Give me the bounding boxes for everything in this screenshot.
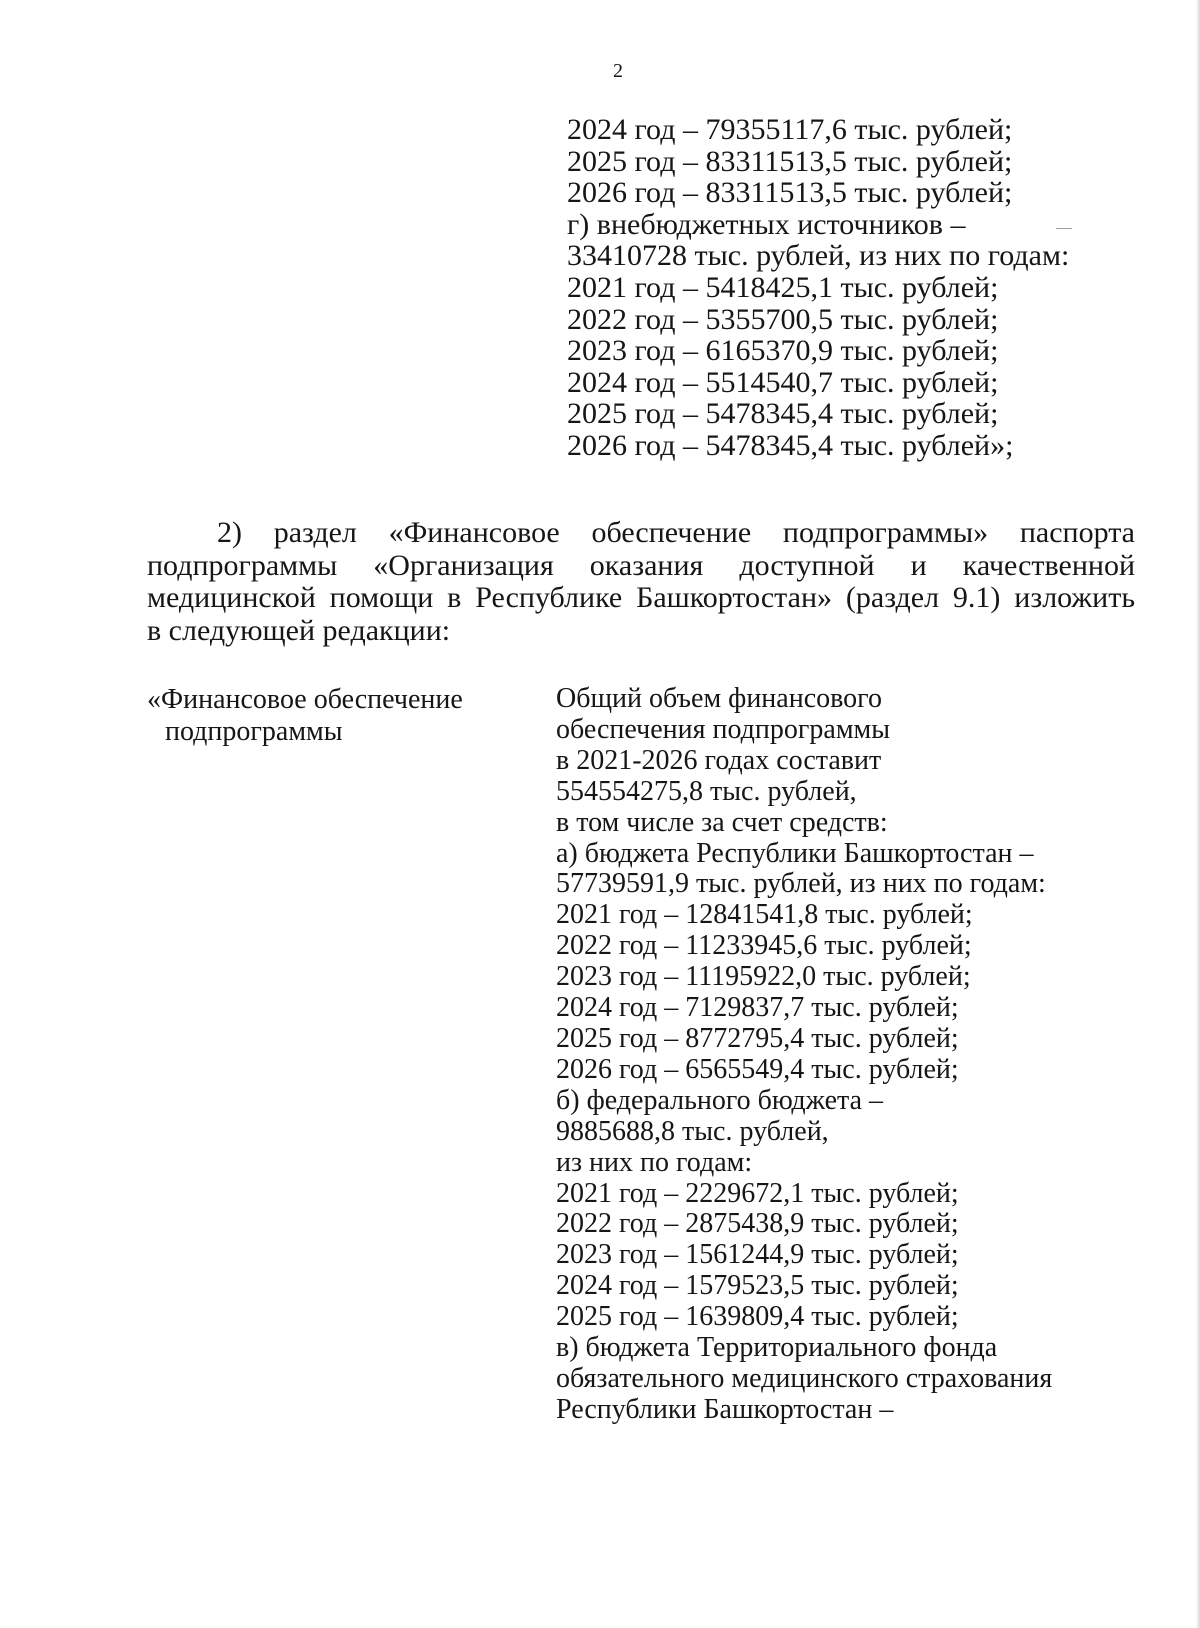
section-title-continued: подпрограммы xyxy=(165,716,343,747)
text-line: 2023 год – 1561244,9 тыс. рублей; xyxy=(556,1239,959,1271)
text-line: 2022 год – 5355700,5 тыс. рублей; xyxy=(567,302,999,336)
text-line: 9885688,8 тыс. рублей, xyxy=(556,1115,829,1147)
text-line: 2021 год – 5418425,1 тыс. рублей; xyxy=(567,270,999,304)
text-line: обязательного медицинского страхования xyxy=(556,1362,1053,1394)
text-line: 2024 год – 1579523,5 тыс. рублей; xyxy=(556,1270,959,1302)
text-line: 2022 год – 2875438,9 тыс. рублей; xyxy=(556,1208,959,1240)
text-line: г) внебюджетных источников – xyxy=(567,207,966,241)
text-line: 2024 год – 7129837,7 тыс. рублей; xyxy=(556,992,959,1024)
text-line: 554554275,8 тыс. рублей, xyxy=(556,775,857,807)
text-line: 57739591,9 тыс. рублей, из них по годам: xyxy=(556,868,1046,900)
amendment-paragraph xyxy=(147,517,1135,647)
text-line: 2024 год – 5514540,7 тыс. рублей; xyxy=(567,365,999,399)
text-line: 2025 год – 83311513,5 тыс. рублей; xyxy=(567,144,1013,178)
text-line: 2025 год – 8772795,4 тыс. рублей; xyxy=(556,1022,959,1054)
text-line: 2023 год – 11195922,0 тыс. рублей; xyxy=(556,961,971,993)
text-line: 2026 год – 83311513,5 тыс. рублей; xyxy=(567,176,1013,210)
text-line: 2024 год – 79355117,6 тыс. рублей; xyxy=(567,113,1013,146)
text-line: в) бюджета Территориального фонда xyxy=(556,1332,998,1364)
paragraph-line: медицинской помощи в Республике Башкортостан» (раздел 9.1) изложить xyxy=(147,581,1135,615)
text-line: б) федерального бюджета – xyxy=(556,1084,884,1116)
page-number: 2 xyxy=(613,60,623,82)
text-line: 2026 год – 6565549,4 тыс. рублей; xyxy=(556,1053,959,1085)
text-line: 33410728 тыс. рублей, из них по годам: xyxy=(567,239,1070,273)
text-line: в том числе за счет средств: xyxy=(556,806,888,838)
text-line: из них по годам: xyxy=(556,1146,753,1178)
paragraph-line: в следующей редакции: xyxy=(147,613,451,647)
text-line: 2025 год – 5478345,4 тыс. рублей; xyxy=(567,397,999,431)
scan-edge-shadow xyxy=(1196,0,1200,1628)
table-right-cell xyxy=(556,684,1052,1426)
top-budget-list xyxy=(567,114,1069,462)
table-left-cell xyxy=(147,684,463,748)
text-line: 2021 год – 2229672,1 тыс. рублей; xyxy=(556,1177,959,1209)
text-line: 2021 год – 12841541,8 тыс. рублей; xyxy=(556,899,973,931)
section-title: «Финансовое обеспечение xyxy=(147,684,463,715)
text-line: обеспечения подпрограммы xyxy=(556,713,891,745)
text-line: в 2021-2026 годах составит xyxy=(556,744,882,776)
paragraph-line: 2) раздел «Финансовое обеспечение подпрограммы» паспорта xyxy=(217,516,1135,549)
text-line: 2025 год – 1639809,4 тыс. рублей; xyxy=(556,1301,959,1333)
text-line: Общий объем финансового xyxy=(556,683,882,714)
text-line: а) бюджета Республики Башкортостан – xyxy=(556,837,1034,869)
paragraph-line: подпрограммы «Организация оказания доступной и качественной xyxy=(147,548,1135,582)
text-line: Республики Башкортостан – xyxy=(556,1393,894,1425)
text-line: 2023 год – 6165370,9 тыс. рублей; xyxy=(567,334,999,368)
text-line: 2022 год – 11233945,6 тыс. рублей; xyxy=(556,930,972,962)
scan-mark xyxy=(1056,228,1072,229)
text-line: 2026 год – 5478345,4 тыс. рублей»; xyxy=(567,428,1014,462)
